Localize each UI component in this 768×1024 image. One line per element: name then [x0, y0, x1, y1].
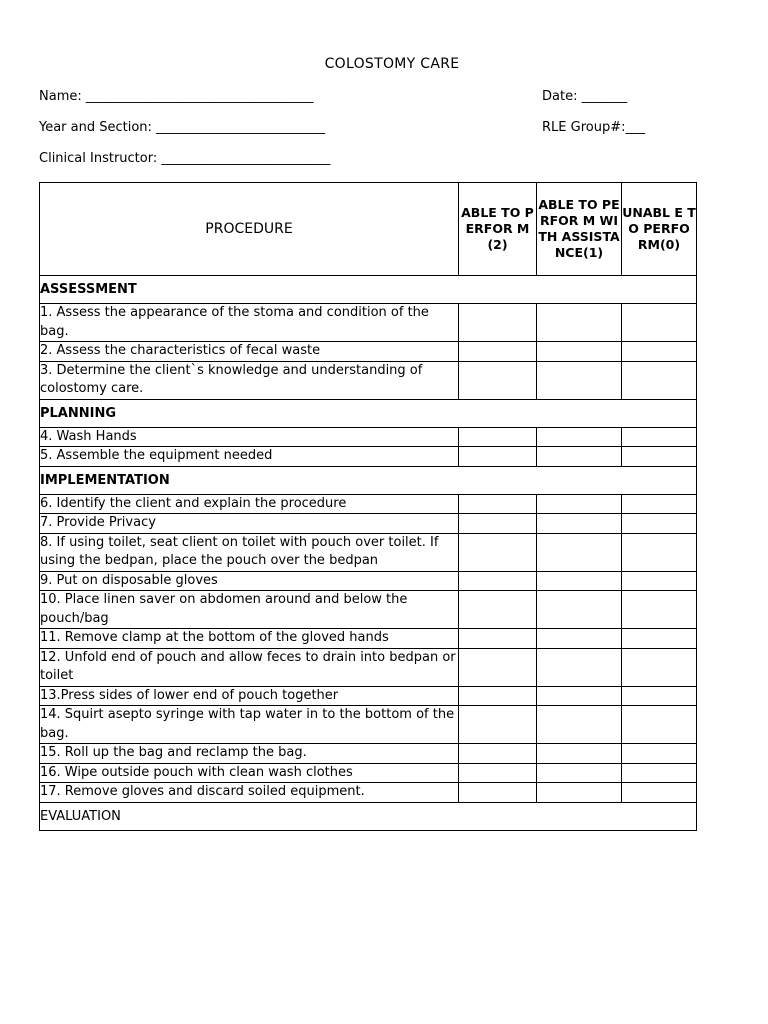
score-able-cell[interactable]: [459, 744, 537, 764]
score-unable-cell[interactable]: [622, 686, 697, 706]
score-unable-cell[interactable]: [622, 629, 697, 649]
score-able-cell[interactable]: [459, 686, 537, 706]
procedure-step: 4. Wash Hands: [40, 427, 459, 447]
table-row: [40, 686, 697, 706]
section-row: [40, 802, 697, 830]
table-row: [40, 427, 697, 447]
procedure-step: 12. Unfold end of pouch and allow feces to drain into bedpan or toilet: [40, 648, 459, 686]
procedure-step: 13.Press sides of lower end of pouch together: [40, 686, 459, 706]
score-able-cell[interactable]: [459, 783, 537, 803]
score-unable-cell[interactable]: [622, 744, 697, 764]
score-unable-cell[interactable]: [622, 427, 697, 447]
score-assist-cell[interactable]: [537, 427, 622, 447]
procedure-step: 3. Determine the client`s knowledge and understanding of colostomy care.: [40, 361, 459, 399]
score-able-cell[interactable]: [459, 447, 537, 467]
score-unable-cell[interactable]: [622, 304, 697, 342]
section-row: [40, 466, 697, 494]
table-row: [40, 514, 697, 534]
score-unable-cell[interactable]: [622, 783, 697, 803]
section-label: ASSESSMENT: [40, 276, 697, 304]
table-row: [40, 342, 697, 362]
table-row: [40, 744, 697, 764]
procedure-step: 17. Remove gloves and discard soiled equipment.: [40, 783, 459, 803]
table-row: [40, 533, 697, 571]
score-assist-cell[interactable]: [537, 686, 622, 706]
procedure-step: 7. Provide Privacy: [40, 514, 459, 534]
procedure-step: 2. Assess the characteristics of fecal waste: [40, 342, 459, 362]
table-row: [40, 494, 697, 514]
score-unable-cell[interactable]: [622, 763, 697, 783]
procedure-step: 11. Remove clamp at the bottom of the gloved hands: [40, 629, 459, 649]
section-label: EVALUATION: [40, 802, 697, 830]
section-row: [40, 276, 697, 304]
procedure-header: PROCEDURE: [40, 183, 459, 276]
score-able-cell[interactable]: [459, 427, 537, 447]
score-assist-cell[interactable]: [537, 706, 622, 744]
procedure-step: 14. Squirt asepto syringe with tap water in to the bottom of the bag.: [40, 706, 459, 744]
name-field[interactable]: Name: ___________________________________: [39, 89, 314, 104]
table-row: [40, 361, 697, 399]
procedure-step: 15. Roll up the bag and reclamp the bag.: [40, 744, 459, 764]
rle-group-field[interactable]: RLE Group#:___: [542, 120, 645, 135]
table-row: [40, 629, 697, 649]
procedure-step: 5. Assemble the equipment needed: [40, 447, 459, 467]
score-able-cell[interactable]: [459, 571, 537, 591]
score-assist-cell[interactable]: [537, 763, 622, 783]
procedure-step: 6. Identify the client and explain the procedure: [40, 494, 459, 514]
score-assist-cell[interactable]: [537, 571, 622, 591]
table-row: [40, 783, 697, 803]
section-row: [40, 399, 697, 427]
document-title: COLOSTOMY CARE: [324, 56, 460, 72]
procedure-step: 8. If using toilet, seat client on toilet with pouch over toilet. If using the bedpan, place the pouch over the bedpan: [40, 533, 459, 571]
score-able-cell[interactable]: [459, 533, 537, 571]
score-able-cell[interactable]: [459, 494, 537, 514]
score-unable-cell[interactable]: [622, 361, 697, 399]
score-unable-cell[interactable]: [622, 706, 697, 744]
score-assist-cell[interactable]: [537, 514, 622, 534]
unable-to-perform-header: UNABL E TO PERFO RM(0): [622, 183, 697, 276]
procedure-step: 10. Place linen saver on abdomen around and below the pouch/bag: [40, 591, 459, 629]
score-able-cell[interactable]: [459, 629, 537, 649]
procedure-step: 1. Assess the appearance of the stoma and condition of the bag.: [40, 304, 459, 342]
score-able-cell[interactable]: [459, 648, 537, 686]
score-unable-cell[interactable]: [622, 447, 697, 467]
score-unable-cell[interactable]: [622, 494, 697, 514]
able-to-perform-header: ABLE TO PERFOR M (2): [459, 183, 537, 276]
score-assist-cell[interactable]: [537, 361, 622, 399]
able-with-assistance-header: ABLE TO PERFOR M WITH ASSISTA NCE(1): [537, 183, 622, 276]
score-able-cell[interactable]: [459, 706, 537, 744]
procedure-checklist-table: [39, 182, 697, 831]
section-label: IMPLEMENTATION: [40, 466, 697, 494]
checklist-body: [40, 276, 697, 831]
score-able-cell[interactable]: [459, 591, 537, 629]
score-assist-cell[interactable]: [537, 783, 622, 803]
score-able-cell[interactable]: [459, 763, 537, 783]
score-able-cell[interactable]: [459, 514, 537, 534]
score-assist-cell[interactable]: [537, 744, 622, 764]
clinical-instructor-field[interactable]: Clinical Instructor: __________________________: [39, 151, 331, 166]
table-row: [40, 648, 697, 686]
score-unable-cell[interactable]: [622, 591, 697, 629]
score-unable-cell[interactable]: [622, 514, 697, 534]
score-unable-cell[interactable]: [622, 571, 697, 591]
table-row: [40, 763, 697, 783]
score-able-cell[interactable]: [459, 304, 537, 342]
header-row: [40, 183, 697, 276]
table-row: [40, 304, 697, 342]
score-able-cell[interactable]: [459, 361, 537, 399]
procedure-step: 16. Wipe outside pouch with clean wash clothes: [40, 763, 459, 783]
year-section-field[interactable]: Year and Section: __________________________: [39, 120, 326, 135]
table-row: [40, 706, 697, 744]
score-assist-cell[interactable]: [537, 629, 622, 649]
score-unable-cell[interactable]: [622, 648, 697, 686]
score-assist-cell[interactable]: [537, 591, 622, 629]
table-row: [40, 571, 697, 591]
date-field[interactable]: Date: _______: [542, 89, 628, 104]
table-row: [40, 591, 697, 629]
score-assist-cell[interactable]: [537, 447, 622, 467]
score-assist-cell[interactable]: [537, 533, 622, 571]
score-assist-cell[interactable]: [537, 304, 622, 342]
score-able-cell[interactable]: [459, 342, 537, 362]
score-assist-cell[interactable]: [537, 648, 622, 686]
score-assist-cell[interactable]: [537, 342, 622, 362]
table-row: [40, 447, 697, 467]
score-unable-cell[interactable]: [622, 533, 697, 571]
section-label: PLANNING: [40, 399, 697, 427]
score-assist-cell[interactable]: [537, 494, 622, 514]
procedure-step: 9. Put on disposable gloves: [40, 571, 459, 591]
score-unable-cell[interactable]: [622, 342, 697, 362]
